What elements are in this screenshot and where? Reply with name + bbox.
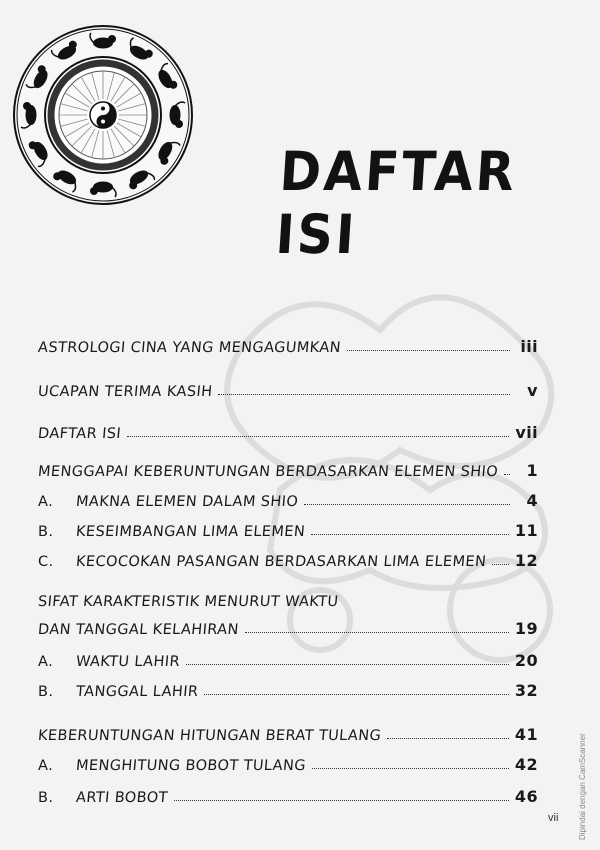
toc-entry[interactable] (38, 546, 538, 570)
dot-leader (504, 474, 510, 475)
dot-leader (174, 800, 509, 801)
toc-entry[interactable] (38, 376, 538, 400)
dot-leader (312, 768, 509, 769)
toc-entry-number: B. (38, 684, 54, 700)
dot-leader (127, 436, 509, 437)
toc-entry-number: B. (38, 524, 54, 540)
toc-entry-label: ASTROLOGI CINA YANG MENGAGUMKAN (37, 340, 342, 356)
toc-entry[interactable] (38, 646, 538, 670)
dot-leader (387, 738, 509, 739)
toc-entry-label: TANGGAL LAHIR (75, 684, 200, 700)
toc-entry-page: 11 (514, 521, 538, 540)
toc-entry[interactable] (38, 750, 538, 774)
toc-entry-label: KEBERUNTUNGAN HITUNGAN BERAT TULANG (37, 728, 382, 744)
toc-entry[interactable] (38, 614, 538, 638)
toc-entry-label: MAKNA ELEMEN DALAM SHIO (75, 494, 299, 510)
toc-entry-label: WAKTU LAHIR (75, 654, 181, 670)
toc-entry-page: 41 (514, 725, 538, 744)
toc-entry[interactable] (38, 332, 538, 356)
toc-entry-label-line1: SIFAT KARAKTERISTIK MENURUT WAKTU (37, 594, 340, 610)
toc-entry-label: MENGHITUNG BOBOT TULANG (75, 758, 307, 774)
toc-entry-label: KESEIMBANGAN LIMA ELEMEN (75, 524, 306, 540)
dot-leader (186, 664, 509, 665)
toc-entry[interactable] (38, 516, 538, 540)
toc-entry-page: 12 (514, 551, 538, 570)
toc-entry-label: KECOCOKAN PASANGAN BERDASARKAN LIMA ELEMEN (75, 554, 487, 570)
dot-leader (311, 534, 509, 535)
dot-leader (245, 632, 509, 633)
toc-entry-page: 1 (526, 461, 538, 480)
toc-entry-page: iii (520, 337, 538, 356)
dot-leader (492, 564, 509, 565)
dot-leader (347, 350, 510, 351)
toc-entry-number: A. (38, 654, 54, 670)
toc-entry[interactable] (38, 782, 538, 806)
toc-entry[interactable] (38, 418, 538, 442)
toc-entry[interactable] (38, 486, 538, 510)
toc-entry-number: B. (38, 790, 54, 806)
toc-entry-label: DAFTAR ISI (37, 426, 122, 442)
toc-entry-page: 20 (514, 651, 538, 670)
dot-leader (204, 694, 509, 695)
yin-yang-icon (90, 102, 116, 128)
toc-entry-label: ARTI BOBOT (75, 790, 169, 806)
toc-entry-page: v (527, 381, 538, 400)
dot-leader (304, 504, 510, 505)
page-number: vii (548, 812, 559, 824)
toc-entry-page: 19 (514, 619, 538, 638)
background-cloud-decoration (200, 230, 600, 680)
toc-entry-page: 32 (514, 681, 538, 700)
toc-entry[interactable] (38, 456, 538, 480)
chinese-zodiac-wheel-icon (12, 24, 194, 206)
toc-entry-number: A. (38, 758, 54, 774)
toc-entry-label: MENGGAPAI KEBERUNTUNGAN BERDASARKAN ELEMEN SHIO (37, 464, 499, 480)
dot-leader (218, 394, 510, 395)
toc-entry-page: vii (515, 423, 538, 442)
toc-entry-label: UCAPAN TERIMA KASIH (37, 384, 214, 400)
toc-entry[interactable] (38, 676, 538, 700)
toc-entry-label: DAN TANGGAL KELAHIRAN (37, 622, 240, 638)
toc-entry[interactable] (38, 720, 538, 744)
toc-entry-number: C. (38, 554, 54, 570)
toc-entry-page: 42 (514, 755, 538, 774)
toc-entry-page: 46 (514, 787, 538, 806)
toc-entry-page: 4 (526, 491, 538, 510)
toc-entry-number: A. (38, 494, 54, 510)
page-title: DAFTAR ISI (273, 140, 519, 266)
scanner-watermark: Dipindai dengan CamScanner (578, 733, 587, 840)
